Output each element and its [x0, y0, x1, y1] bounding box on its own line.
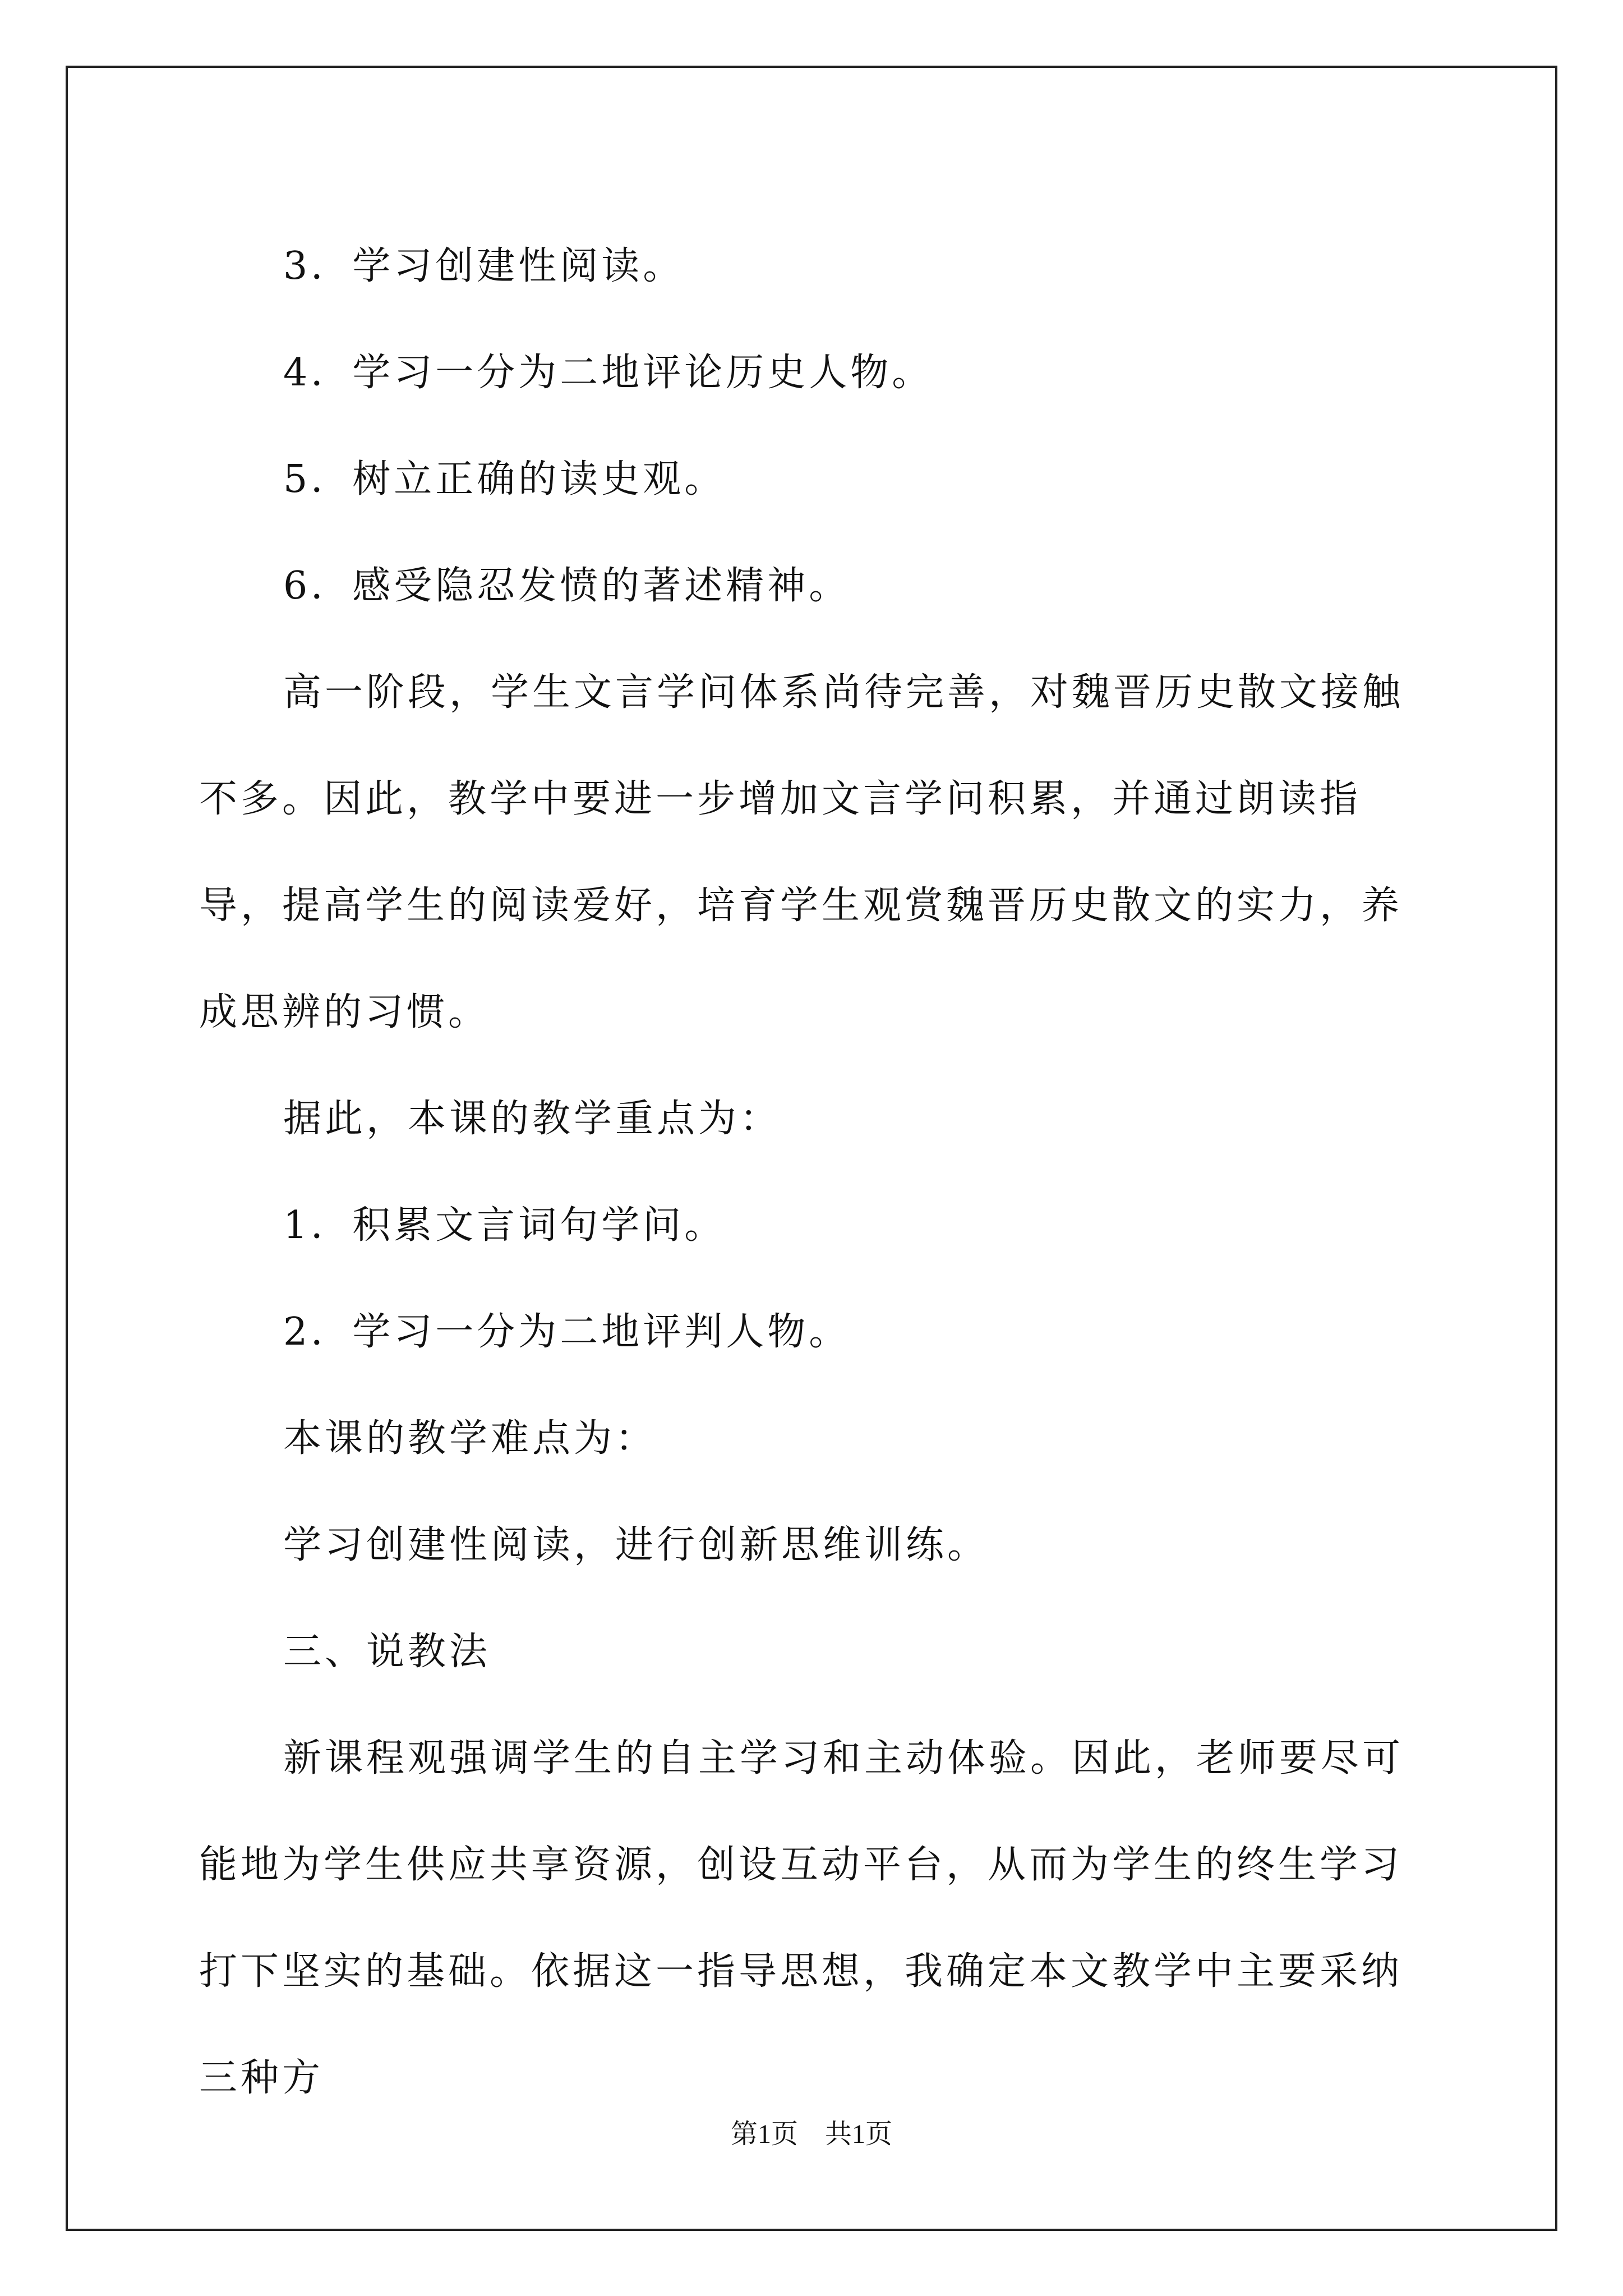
paragraph-1: 3．学习创建性阅读。 [283, 244, 685, 288]
paragraph-9: 本课的教学难点为： [283, 1416, 657, 1461]
paragraph-12: 新课程观强调学生的自主学习和主动体验。因此，老师要尽可能地为学生供应共享资源，创设互动平台，从而为学生的终生学习打下坚实的基础。依据这一指导思想，我确定本文教学中主要采纳三种方 [199, 1736, 1404, 2100]
paragraph-7: 1．积累文言词句学问。 [283, 1203, 726, 1248]
page-number-footer: 第1页 共1页 [730, 2119, 892, 2149]
section-heading-teaching-method: 三、说教法 [283, 1630, 491, 1674]
paragraph-6: 据此，本课的教学重点为： [283, 1097, 782, 1141]
paragraph-8: 2．学习一分为二地评判人物。 [283, 1310, 851, 1354]
paragraph-10: 学习创建性阅读，进行创新思维训练。 [283, 1523, 989, 1567]
paragraph-2: 4．学习一分为二地评论历史人物。 [283, 351, 934, 395]
paragraph-3: 5．树立正确的读史观。 [283, 457, 726, 501]
document-body [199, 213, 1433, 2132]
paragraph-5: 高一阶段，学生文言学问体系尚待完善，对魏晋历史散文接触不多。因此，教学中要进一步增加文言学问积累，并通过朗读指导，提高学生的阅读爱好，培育学生观赏魏晋历史散文的实力，养成思辨的习惯。 [199, 670, 1404, 1034]
paragraph-4: 6．感受隐忍发愤的著述精神。 [283, 564, 851, 608]
